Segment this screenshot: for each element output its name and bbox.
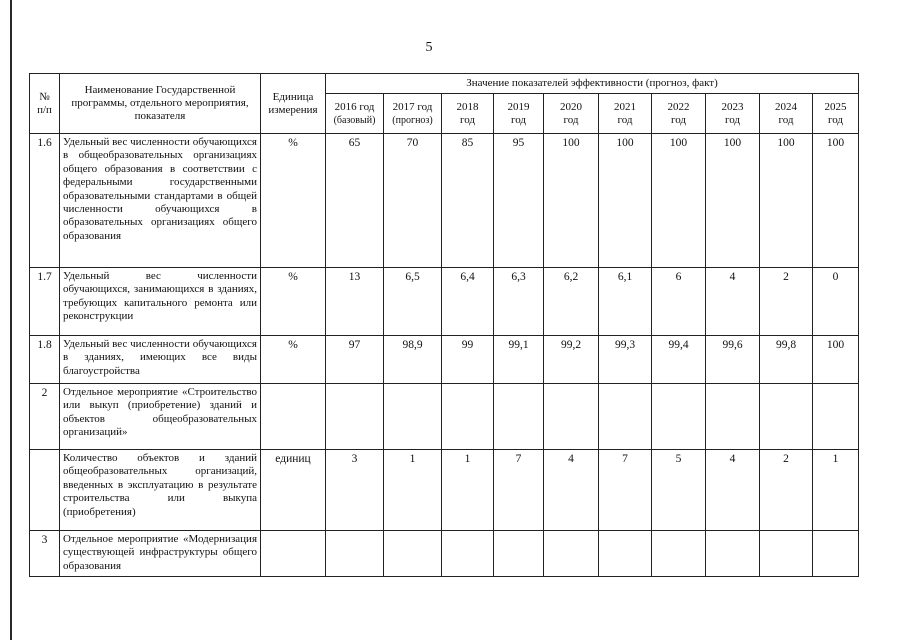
row-value: 99,8 — [760, 336, 813, 384]
row-value: 4 — [706, 268, 760, 336]
row-value: 99,4 — [652, 336, 706, 384]
table-row — [30, 134, 859, 268]
row-value: 4 — [706, 450, 760, 531]
row-indicator-name: Отдельное мероприятие «Модернизация существующей инфраструктуры общего образования — [60, 531, 261, 577]
header-year — [706, 94, 760, 134]
header-year — [760, 94, 813, 134]
row-value — [494, 384, 544, 450]
row-value — [706, 531, 760, 577]
row-number: 1.8 — [30, 336, 60, 384]
row-unit: % — [261, 134, 326, 268]
row-value: 100 — [813, 134, 859, 268]
row-value — [760, 384, 813, 450]
row-value — [384, 531, 442, 577]
row-value: 98,9 — [384, 336, 442, 384]
header-year-label: 2024 — [775, 100, 797, 113]
row-value: 99 — [442, 336, 494, 384]
row-indicator-name: Удельный вес численности обучающихся, занимающихся в зданиях, требующих капитального ремонта или реконструкции — [60, 268, 261, 336]
row-value: 85 — [442, 134, 494, 268]
row-value: 1 — [813, 450, 859, 531]
row-number: 2 — [30, 384, 60, 450]
row-value: 4 — [544, 450, 599, 531]
row-indicator-name: Отдельное мероприятие «Строительство или выкуп (приобретение) зданий и объектов общеобразовательных организаций» — [60, 384, 261, 450]
row-value: 1 — [442, 450, 494, 531]
row-value: 100 — [813, 336, 859, 384]
row-value: 95 — [494, 134, 544, 268]
row-value: 7 — [599, 450, 652, 531]
row-value: 6 — [652, 268, 706, 336]
row-value: 5 — [652, 450, 706, 531]
row-value: 100 — [599, 134, 652, 268]
header-year — [652, 94, 706, 134]
header-year-label: 2020 — [560, 100, 582, 113]
row-value: 2 — [760, 268, 813, 336]
row-unit: % — [261, 268, 326, 336]
header-year-note: год — [827, 113, 844, 126]
row-value: 7 — [494, 450, 544, 531]
header-year-note: год — [617, 113, 633, 126]
header-year-label: 2019 — [507, 100, 530, 113]
row-indicator-name: Удельный вес численности обучающихся в общеобразовательных организациях общего образования в соответствии с федеральными государственными образовательными стандартами в общей численности обучающихся в образовательных организациях общего образования — [60, 134, 261, 268]
row-value — [652, 384, 706, 450]
header-year-note: (прогноз) — [392, 114, 433, 126]
row-value: 97 — [326, 336, 384, 384]
row-value — [326, 531, 384, 577]
header-year — [442, 94, 494, 134]
header-year-note: год — [459, 113, 476, 126]
row-value — [760, 531, 813, 577]
table-row — [30, 450, 859, 531]
table-row — [30, 384, 859, 450]
header-year — [544, 94, 599, 134]
row-value — [544, 531, 599, 577]
row-number: 1.6 — [30, 134, 60, 268]
row-value: 99,1 — [494, 336, 544, 384]
row-number: 3 — [30, 531, 60, 577]
row-unit — [261, 384, 326, 450]
row-value — [442, 384, 494, 450]
row-unit — [261, 531, 326, 577]
page-number: 5 — [425, 40, 433, 55]
scan-edge — [10, 0, 12, 640]
row-value: 99,6 — [706, 336, 760, 384]
row-value — [544, 384, 599, 450]
row-value: 100 — [544, 134, 599, 268]
row-value: 6,5 — [384, 268, 442, 336]
header-year-label: 2021 — [614, 100, 636, 113]
row-value — [494, 531, 544, 577]
row-value: 70 — [384, 134, 442, 268]
row-value: 100 — [760, 134, 813, 268]
header-year-note: год — [563, 113, 579, 126]
header-year-label: 2018 — [456, 100, 479, 113]
header-year-note: год — [670, 113, 687, 126]
header-year-label: 2017 год — [392, 100, 433, 113]
table-row — [30, 336, 859, 384]
row-number: 1.7 — [30, 268, 60, 336]
header-year-note: (базовый) — [333, 114, 376, 126]
row-value — [442, 531, 494, 577]
row-value — [813, 384, 859, 450]
header-year — [494, 94, 544, 134]
row-value: 65 — [326, 134, 384, 268]
row-value: 100 — [652, 134, 706, 268]
row-value: 100 — [706, 134, 760, 268]
row-unit: % — [261, 336, 326, 384]
row-indicator-name: Удельный вес численности обучающихся в зданиях, имеющих все виды благоустройства — [60, 336, 261, 384]
table-row — [30, 531, 859, 577]
indicators-table — [29, 73, 859, 577]
row-value — [384, 384, 442, 450]
row-value: 0 — [813, 268, 859, 336]
header-year-note: год — [724, 113, 741, 126]
header-name: Наименование Государственной программы, отдельного мероприятия, показателя — [60, 74, 261, 134]
row-value: 13 — [326, 268, 384, 336]
row-value: 6,3 — [494, 268, 544, 336]
row-value — [706, 384, 760, 450]
table-row — [30, 268, 859, 336]
row-number — [30, 450, 60, 531]
header-unit: Единица измерения — [261, 74, 326, 134]
row-unit: единиц — [261, 450, 326, 531]
row-value: 99,3 — [599, 336, 652, 384]
header-row-1 — [30, 74, 859, 94]
header-year-note: год — [510, 113, 527, 126]
row-value: 3 — [326, 450, 384, 531]
row-value: 2 — [760, 450, 813, 531]
row-value — [599, 531, 652, 577]
header-year-label: 2023 — [721, 100, 744, 113]
header-values-group: Значение показателей эффективности (прогноз, факт) — [326, 74, 859, 94]
row-value: 6,1 — [599, 268, 652, 336]
header-year — [326, 94, 384, 134]
header-year-note: год — [778, 113, 794, 126]
row-value: 6,4 — [442, 268, 494, 336]
row-value — [652, 531, 706, 577]
header-num: № п/п — [30, 74, 60, 134]
header-year-label: 2025 — [824, 100, 847, 113]
row-indicator-name: Количество объектов и зданий общеобразовательных организаций, введенных в эксплуатацию в результате строительства или выкупа (приобретения) — [60, 450, 261, 531]
row-value — [326, 384, 384, 450]
row-value: 99,2 — [544, 336, 599, 384]
header-year — [813, 94, 859, 134]
header-year-label: 2022 — [667, 100, 690, 113]
header-year-label: 2016 год — [334, 100, 375, 113]
row-value: 1 — [384, 450, 442, 531]
row-value — [599, 384, 652, 450]
row-value — [813, 531, 859, 577]
header-year — [599, 94, 652, 134]
row-value: 6,2 — [544, 268, 599, 336]
header-year — [384, 94, 442, 134]
